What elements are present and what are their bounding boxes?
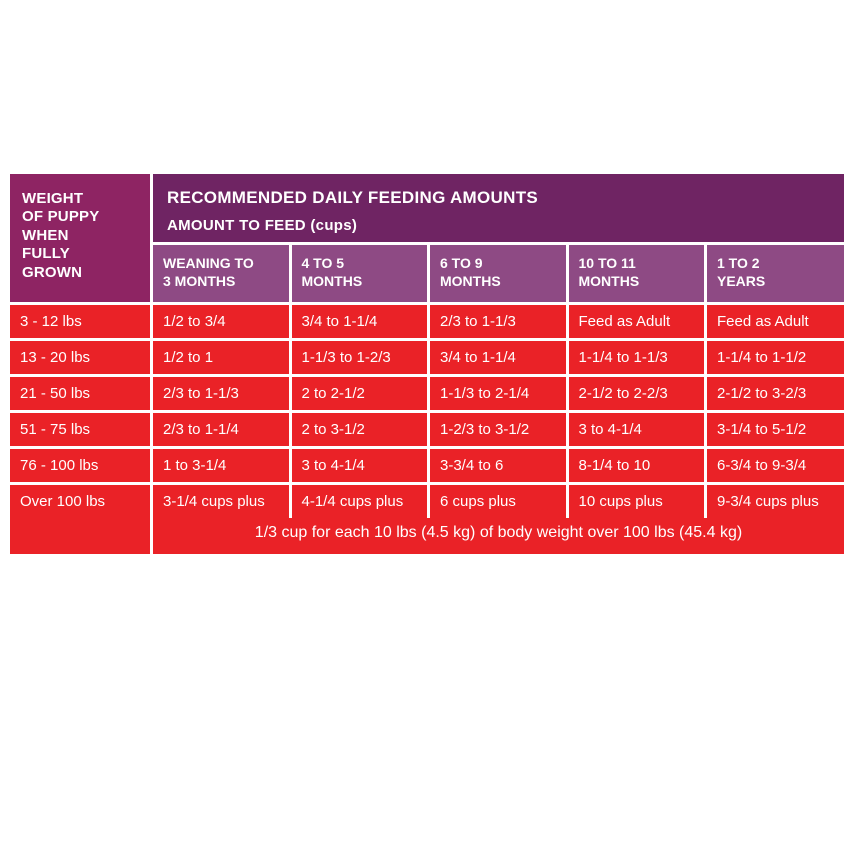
- column-header-line-2: YEARS: [717, 272, 766, 289]
- table-row: [10, 376, 844, 412]
- row-weight-label: Over 100 lbs: [10, 484, 152, 519]
- row-weight-label: 51 - 75 lbs: [10, 412, 152, 448]
- row-cell: 3-3/4 to 6: [429, 448, 568, 484]
- row-cell: 1-1/3 to 1-2/3: [290, 340, 429, 376]
- row-weight-label: 21 - 50 lbs: [10, 376, 152, 412]
- row-cell: 8-1/4 to 10: [567, 448, 706, 484]
- corner-header-line-2: OF PUPPY: [22, 208, 100, 226]
- column-header-line-1: 4 TO 5: [301, 255, 345, 271]
- row-cell: 1-2/3 to 3-1/2: [429, 412, 568, 448]
- table-row: [10, 340, 844, 376]
- table-row: [10, 412, 844, 448]
- feeding-amounts-table: [10, 174, 844, 554]
- row-cell: 2/3 to 1-1/3: [152, 376, 291, 412]
- column-header-6-to-9-months: [429, 244, 568, 304]
- column-header-4-to-5-months: [290, 244, 429, 304]
- corner-header-line-5: GROWN: [22, 263, 83, 281]
- row-cell: 6 cups plus: [429, 484, 568, 519]
- feeding-chart: [10, 174, 844, 554]
- row-cell: 2/3 to 1-1/3: [429, 304, 568, 340]
- chart-subtitle-main: AMOUNT TO FEED: [167, 217, 306, 234]
- column-header-line-1: 6 TO 9: [440, 255, 483, 271]
- table-header-row: [10, 174, 844, 244]
- row-cell: 2 to 3-1/2: [290, 412, 429, 448]
- row-cell: 1-1/4 to 1-1/2: [706, 340, 845, 376]
- table-row: [10, 448, 844, 484]
- row-cell: 3-1/4 to 5-1/2: [706, 412, 845, 448]
- footnote-spacer: [10, 518, 152, 554]
- row-weight-label: 13 - 20 lbs: [10, 340, 152, 376]
- row-cell: 10 cups plus: [567, 484, 706, 519]
- column-header-line-2: MONTHS: [440, 272, 501, 289]
- row-cell: 9-3/4 cups plus: [706, 484, 845, 519]
- row-cell: 1-1/4 to 1-1/3: [567, 340, 706, 376]
- column-header-line-1: 10 TO 11: [578, 255, 636, 271]
- row-cell: 3-1/4 cups plus: [152, 484, 291, 519]
- column-header-1-to-2-years: [706, 244, 845, 304]
- chart-title-band: [152, 174, 845, 244]
- corner-header-line-4: FULLY: [22, 245, 70, 263]
- row-cell: Feed as Adult: [567, 304, 706, 340]
- row-cell: 6-3/4 to 9-3/4: [706, 448, 845, 484]
- column-header-weaning-to-3-months: [152, 244, 291, 304]
- corner-header-line-1: WEIGHT: [22, 190, 84, 207]
- row-cell: 1/2 to 3/4: [152, 304, 291, 340]
- footnote-row: [10, 518, 844, 554]
- column-header-10-to-11-months: [567, 244, 706, 304]
- row-cell: 3 to 4-1/4: [290, 448, 429, 484]
- row-cell: 2 to 2-1/2: [290, 376, 429, 412]
- chart-subtitle: [167, 217, 844, 234]
- column-header-line-2: MONTHS: [301, 272, 363, 289]
- row-cell: 1 to 3-1/4: [152, 448, 291, 484]
- row-cell: 3/4 to 1-1/4: [290, 304, 429, 340]
- chart-title: RECOMMENDED DAILY FEEDING AMOUNTS: [167, 188, 539, 207]
- table-row: [10, 484, 844, 519]
- column-header-line-1: WEANING TO: [163, 255, 254, 271]
- chart-subtitle-unit: (cups): [310, 217, 358, 234]
- row-cell: 2-1/2 to 3-2/3: [706, 376, 845, 412]
- row-cell: Feed as Adult: [706, 304, 845, 340]
- row-weight-label: 3 - 12 lbs: [10, 304, 152, 340]
- column-header-line-2: 3 MONTHS: [163, 272, 236, 289]
- corner-header-line-3: WHEN: [22, 226, 69, 244]
- row-cell: 1-1/3 to 2-1/4: [429, 376, 568, 412]
- row-cell: 3 to 4-1/4: [567, 412, 706, 448]
- row-weight-label: 76 - 100 lbs: [10, 448, 152, 484]
- row-cell: 1/2 to 1: [152, 340, 291, 376]
- row-cell: 2/3 to 1-1/4: [152, 412, 291, 448]
- row-cell: 4-1/4 cups plus: [290, 484, 429, 519]
- footnote-text: 1/3 cup for each 10 lbs (4.5 kg) of body weight over 100 lbs (45.4 kg): [152, 518, 845, 554]
- row-cell: 3/4 to 1-1/4: [429, 340, 568, 376]
- table-row: [10, 304, 844, 340]
- weight-of-puppy-header: [10, 174, 152, 304]
- column-header-line-2: MONTHS: [578, 272, 640, 289]
- column-header-line-1: 1 TO 2: [717, 255, 760, 271]
- row-cell: 2-1/2 to 2-2/3: [567, 376, 706, 412]
